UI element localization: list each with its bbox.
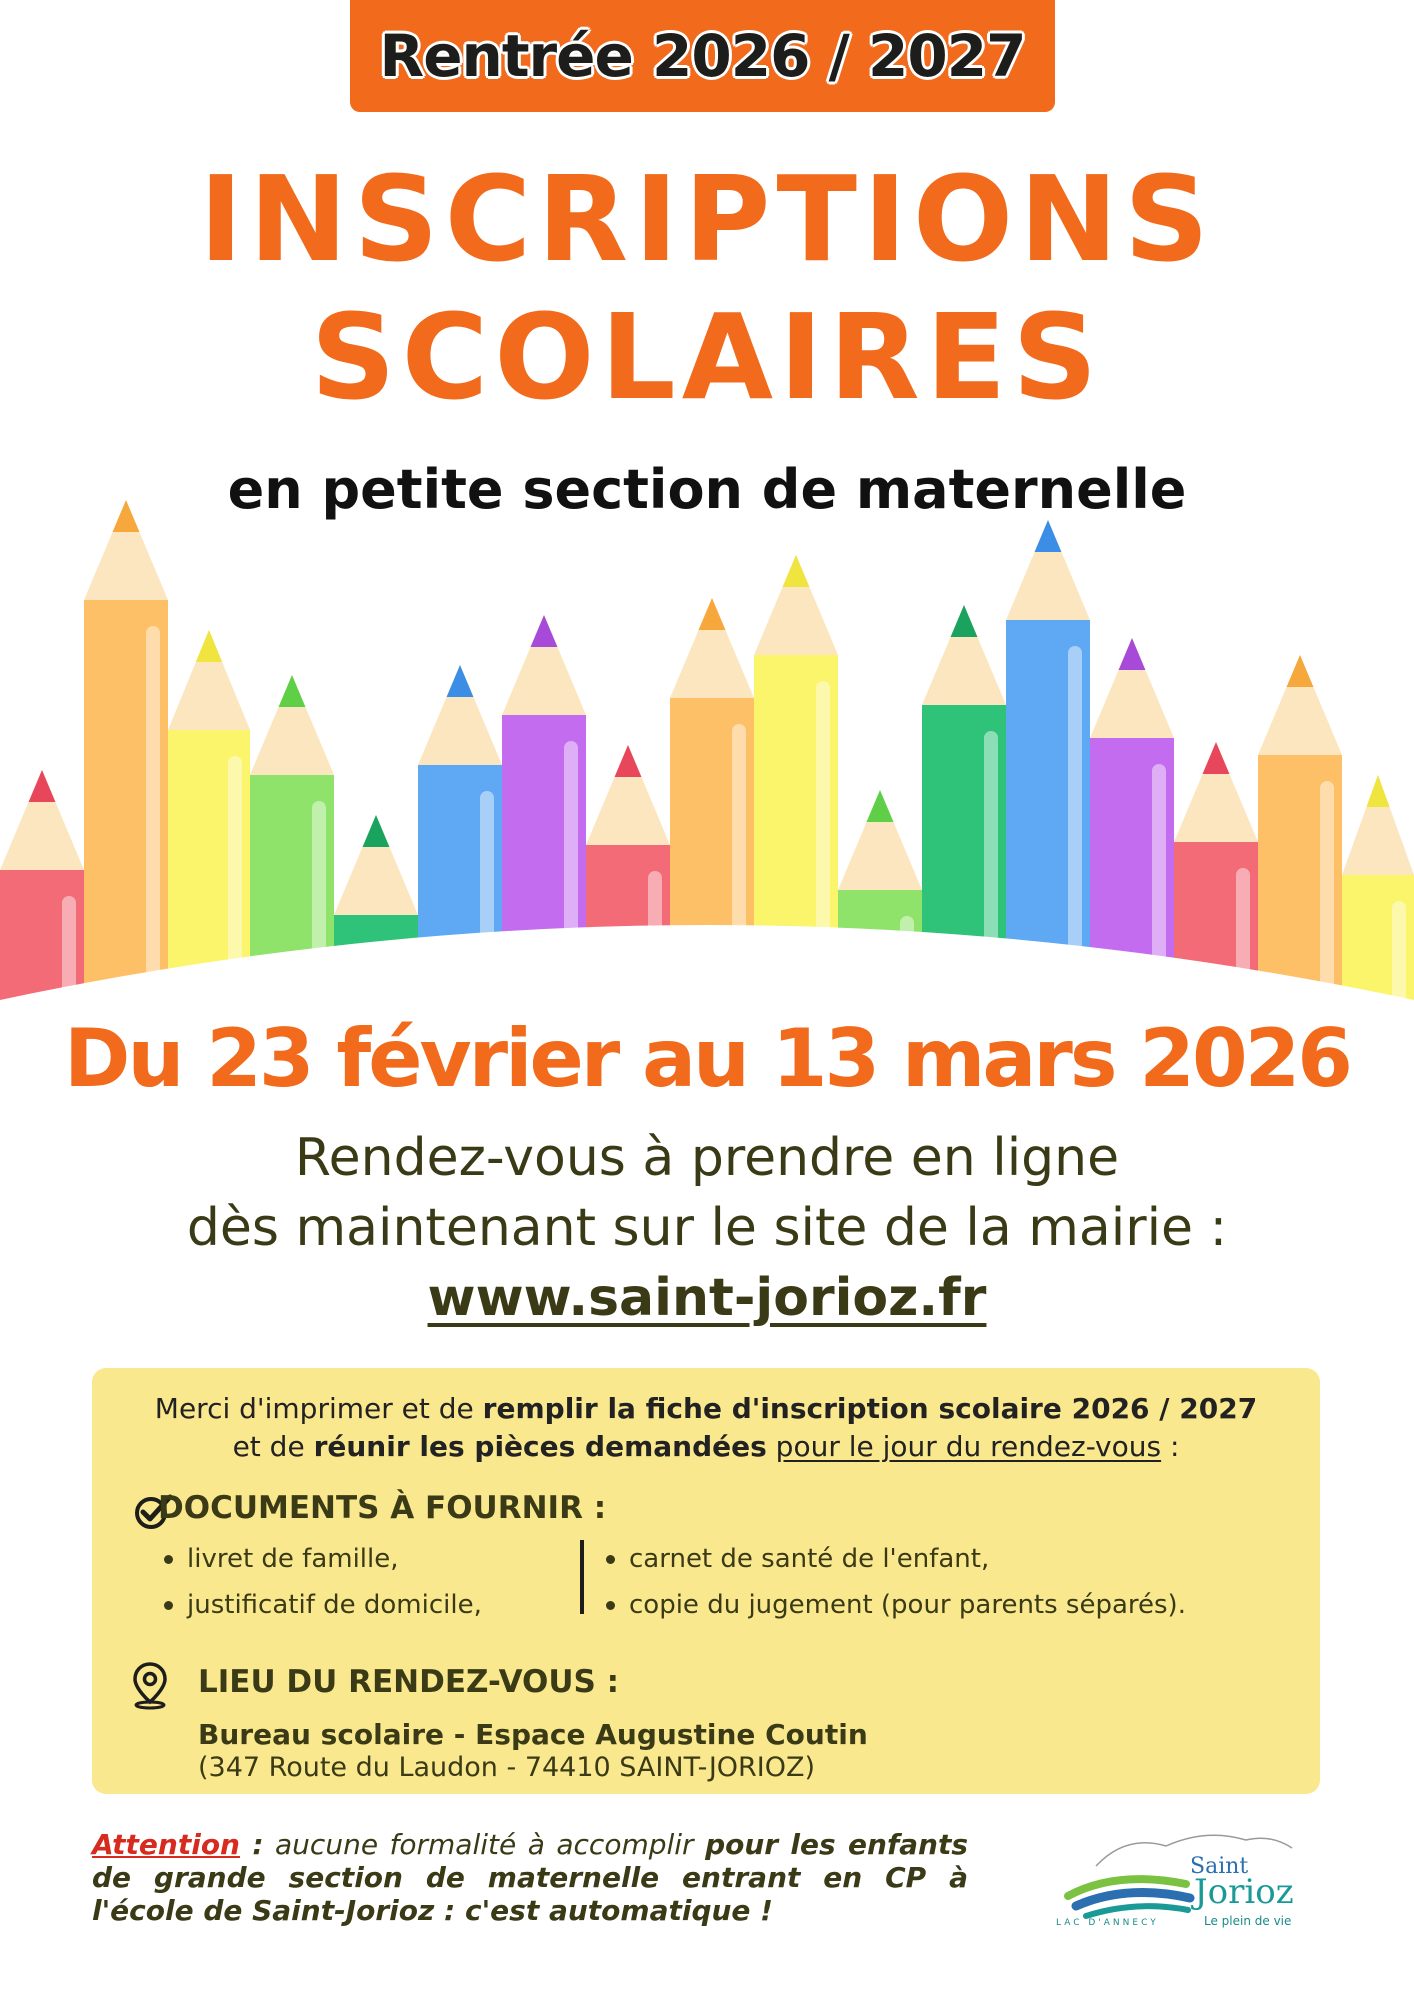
intro-underline: pour le jour du rendez-vous	[775, 1430, 1162, 1463]
pencil-tip	[447, 665, 474, 697]
document-item	[606, 1590, 1186, 1620]
pencil-tip	[1287, 655, 1314, 687]
location-name: Bureau scolaire - Espace Augustine Coutin	[198, 1718, 868, 1751]
attention-emphasis: pour les enfants de grande section de maternelle entrant en CP à l'école de Saint-Jorioz : c'est automatique !	[92, 1828, 968, 1927]
saint-jorioz-logo	[1056, 1826, 1316, 1936]
pencil-tip	[1119, 638, 1146, 670]
document-label: copie du jugement (pour parents séparés).	[629, 1590, 1186, 1620]
school-year-tag	[350, 0, 1055, 112]
title-line-2: SCOLAIRES	[310, 288, 1104, 426]
location-heading: LIEU DU RENDEZ-VOUS :	[198, 1664, 620, 1700]
logo-lac-text: LAC D'ANNECY	[1056, 1918, 1159, 1928]
document-item	[606, 1544, 989, 1574]
intro-emphasis: réunir les pièces demandées	[313, 1430, 767, 1463]
appointment-line-1: Rendez-vous à prendre en ligne	[294, 1128, 1120, 1188]
intro-text: :	[1161, 1430, 1180, 1463]
bullet-icon	[606, 1601, 615, 1610]
pencil-tip	[29, 770, 56, 802]
registration-dates: Du 23 février au 13 mars 2026	[64, 1012, 1350, 1105]
attention-notice	[92, 1828, 968, 1927]
school-year-label: Rentrée 2026 / 2027	[379, 22, 1026, 90]
attention-colon: :	[239, 1828, 264, 1861]
logo-jorioz-text: Jorioz	[1194, 1872, 1294, 1912]
pencil-tip	[1203, 742, 1230, 774]
pencil-tip	[531, 615, 558, 647]
logo-tagline: Le plein de vie	[1204, 1914, 1292, 1928]
pencil-tip	[279, 675, 306, 707]
pencil-tip	[1366, 775, 1389, 807]
pencil-tip	[363, 815, 390, 847]
intro-emphasis: remplir la fiche d'inscription scolaire 2026 / 2027	[482, 1392, 1258, 1425]
pencils-illustration	[0, 470, 1414, 1030]
intro-text	[767, 1430, 776, 1463]
pencil-tip	[783, 555, 810, 587]
document-label: carnet de santé de l'enfant,	[629, 1544, 990, 1574]
subtitle: en petite section de maternelle	[227, 458, 1187, 521]
document-item	[164, 1590, 482, 1620]
document-label: justificatif de domicile,	[187, 1590, 482, 1620]
mairie-website-link[interactable]: www.saint-jorioz.fr	[427, 1268, 987, 1328]
attention-text: aucune formalité à accomplir	[263, 1828, 706, 1861]
logo-saint-text: Saint	[1190, 1854, 1249, 1879]
info-panel	[92, 1368, 1320, 1794]
map-pin-icon	[130, 1660, 170, 1710]
bullet-icon	[164, 1555, 173, 1564]
appointment-line-2: dès maintenant sur le site de la mairie :	[186, 1198, 1228, 1258]
intro-text: Merci d'imprimer et de	[154, 1392, 483, 1425]
pencil-tip	[196, 630, 222, 662]
intro-text: et de	[232, 1430, 314, 1463]
title-line-1: INSCRIPTIONS	[199, 150, 1215, 288]
panel-intro-line-1	[92, 1392, 1320, 1425]
pencil-tip	[867, 790, 894, 822]
pencil-tip	[951, 605, 978, 637]
attention-label: Attention	[92, 1828, 240, 1861]
location-address: (347 Route du Laudon - 74410 SAINT-JORIOZ)	[198, 1752, 816, 1783]
pencil-tip	[1035, 520, 1062, 552]
bullet-icon	[606, 1555, 615, 1564]
pencil-highlight	[146, 626, 160, 1030]
bullet-icon	[164, 1601, 173, 1610]
panel-intro-line-2	[92, 1430, 1320, 1463]
documents-divider	[580, 1540, 584, 1614]
documents-heading: DOCUMENTS À FOURNIR :	[158, 1490, 607, 1526]
pencil-tip	[699, 598, 726, 630]
pencil-tip	[615, 745, 642, 777]
document-item	[164, 1544, 399, 1574]
document-label: livret de famille,	[187, 1544, 399, 1574]
